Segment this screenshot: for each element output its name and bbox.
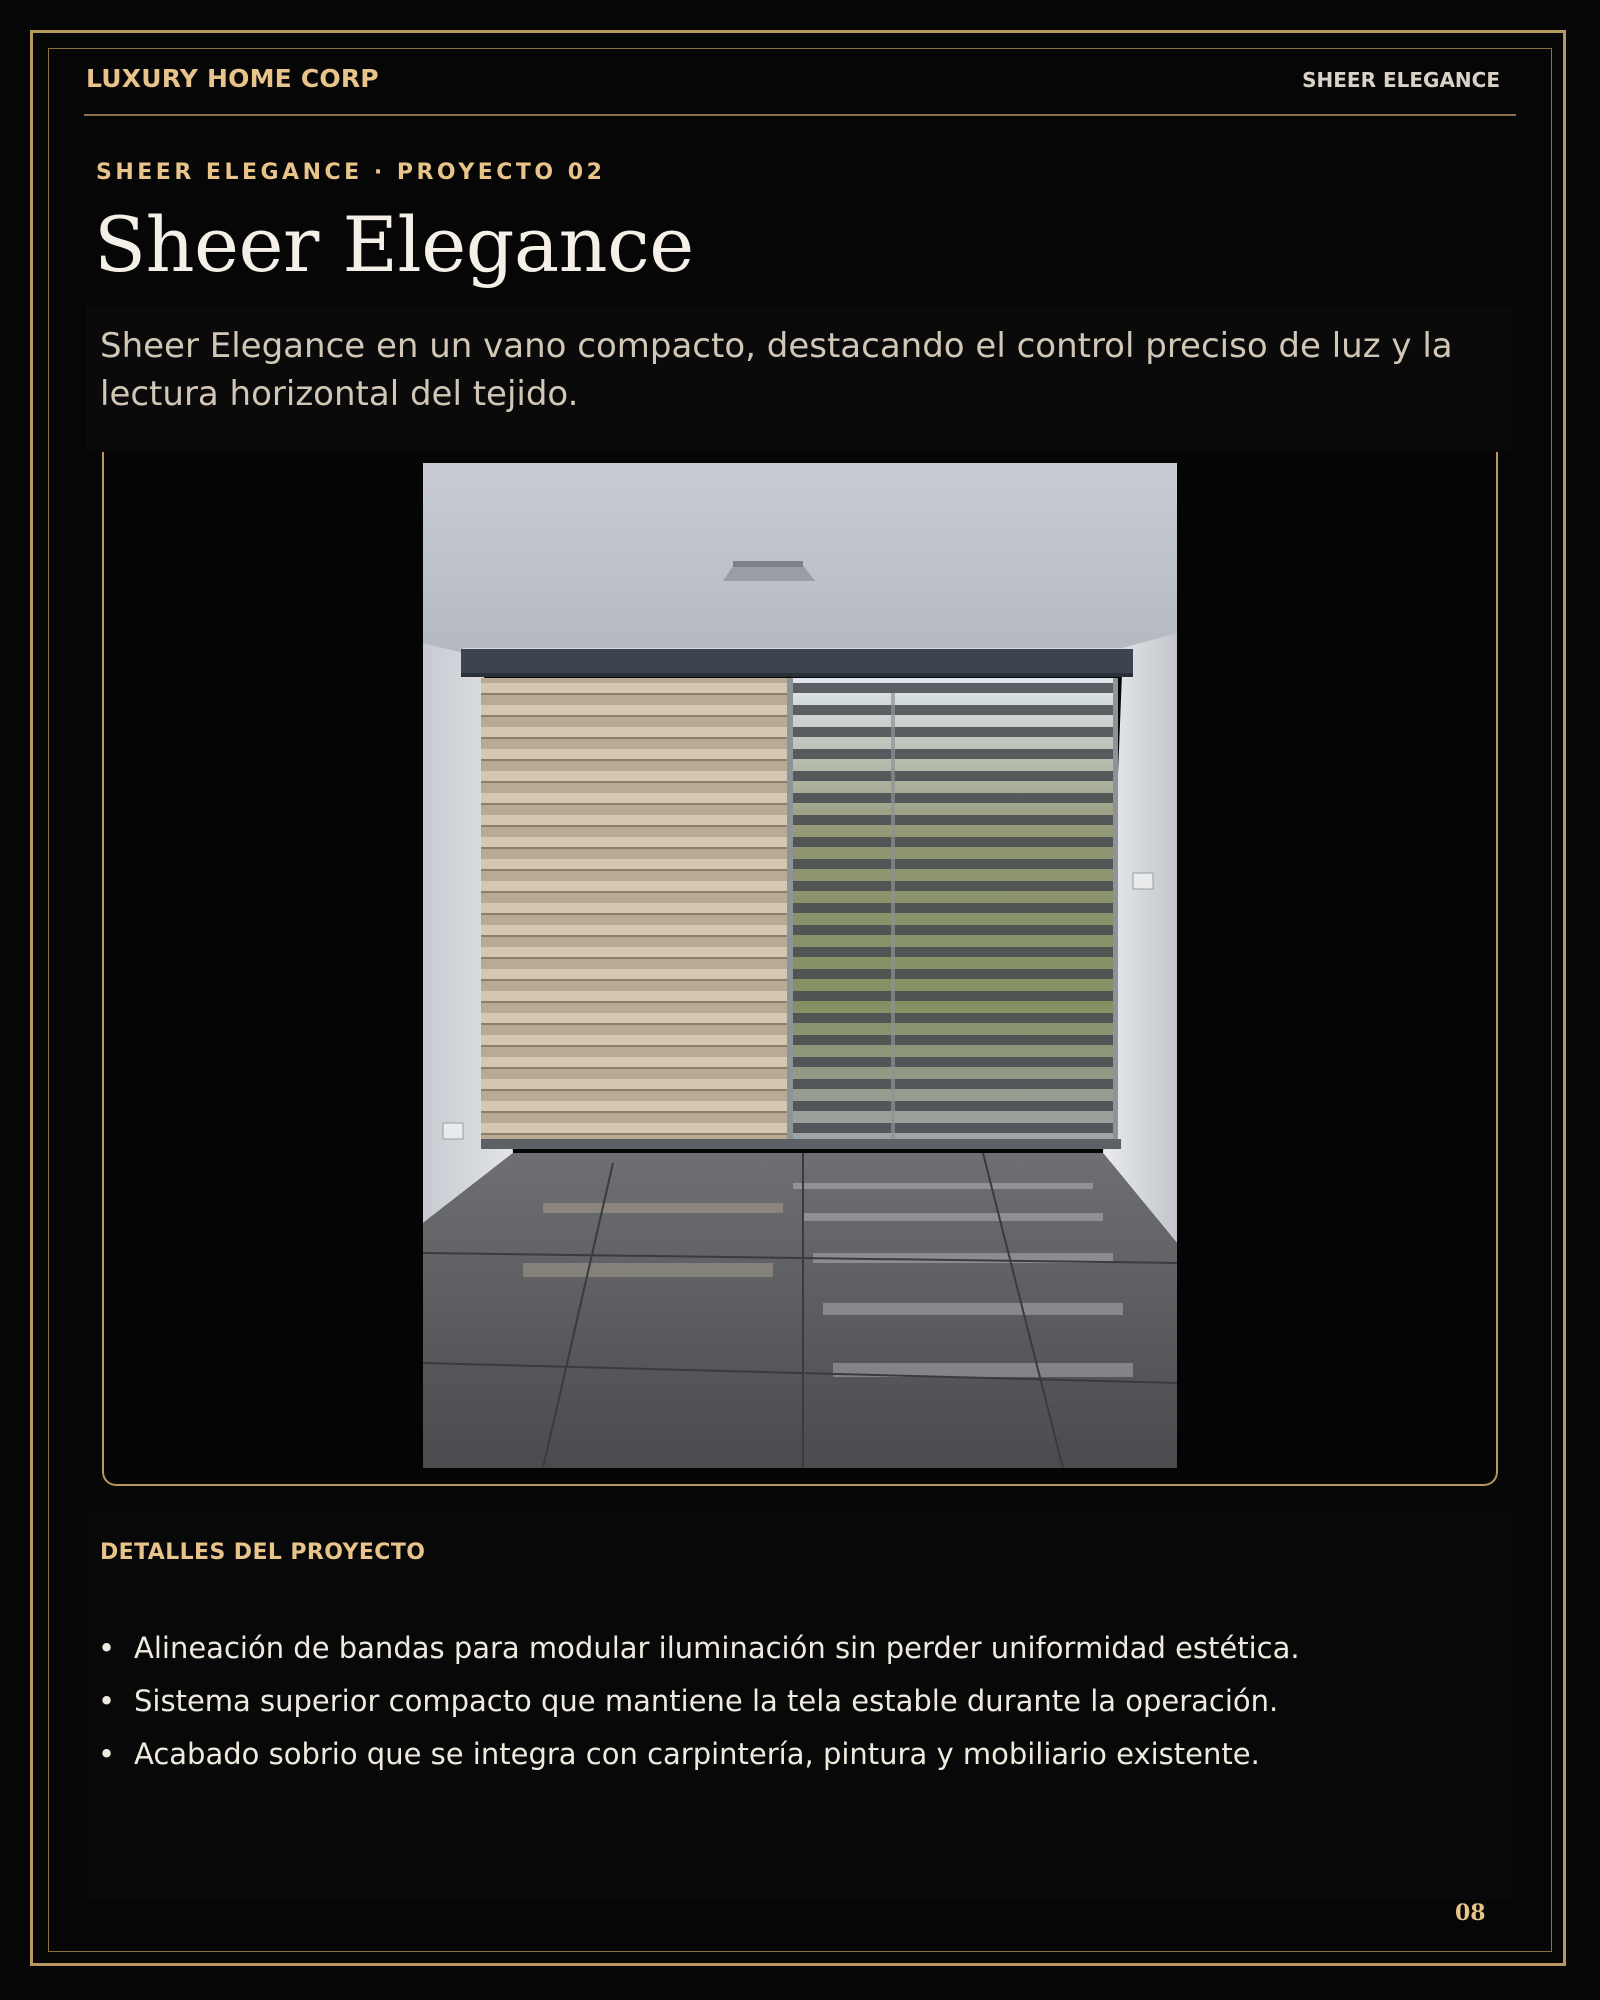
brand-name: LUXURY HOME CORP xyxy=(86,64,379,93)
list-item-text: Alineación de bandas para modular iluminación sin perder uniformidad estética. xyxy=(134,1631,1300,1665)
section-label: SHEER ELEGANCE xyxy=(1302,68,1500,92)
page-number: 08 xyxy=(1455,1900,1486,1926)
header-divider xyxy=(84,114,1516,116)
list-item xyxy=(98,1728,1300,1781)
list-item xyxy=(98,1622,1300,1675)
page-title: Sheer Elegance xyxy=(94,200,694,289)
list-item-text: Sistema superior compacto que mantiene la tela estable durante la operación. xyxy=(134,1684,1279,1718)
project-description: Sheer Elegance en un vano compacto, destacando el control preciso de luz y la lectura horizontal del tejido. xyxy=(100,326,1453,414)
project-kicker: SHEER ELEGANCE · PROYECTO 02 xyxy=(96,160,606,185)
project-photo xyxy=(423,463,1177,1468)
list-item-text: Acabado sobrio que se integra con carpintería, pintura y mobiliario existente. xyxy=(134,1737,1260,1771)
list-item xyxy=(98,1675,1300,1728)
bullet-icon: • xyxy=(98,1684,116,1718)
details-heading: DETALLES DEL PROYECTO xyxy=(100,1540,426,1565)
bullet-icon: • xyxy=(98,1631,116,1665)
bullet-icon: • xyxy=(98,1737,116,1771)
details-list xyxy=(98,1622,1300,1781)
